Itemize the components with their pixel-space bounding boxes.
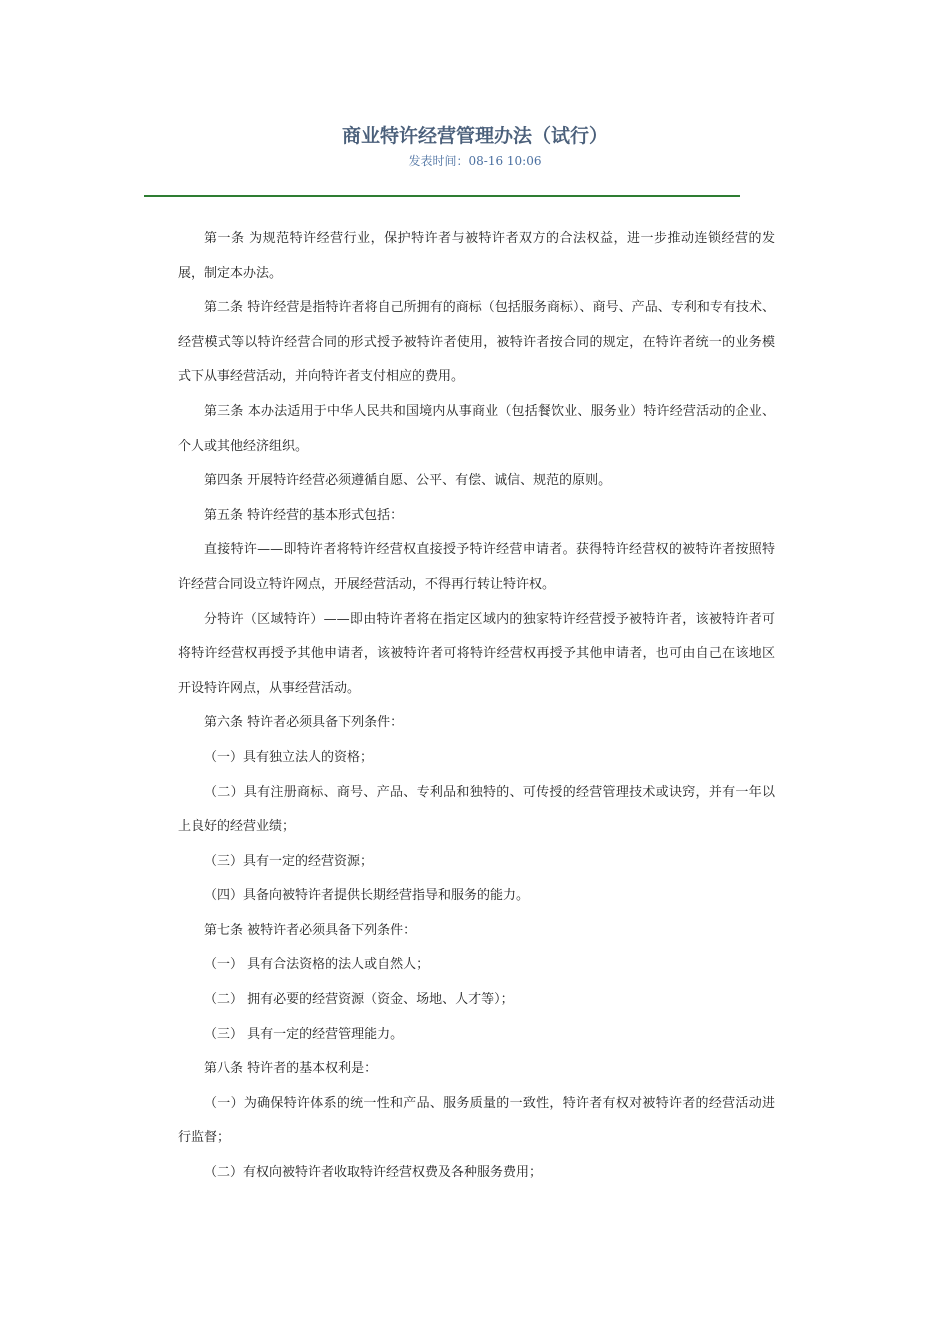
article-8-item-2: （二）有权向被特许者收取特许经营权费及各种服务费用； [204,1165,543,1181]
article-8: 第八条 特许者的基本权利是： [204,1061,378,1077]
article-5-direct-franchise: 直接特许——即特许者将特许经营权直接授予特许经营申请者。获得特许经营权的被特许者按照特许经营合同设立特许网点，开展经营活动，不得再行转让特许权。 [178,542,775,592]
article-6-item-3: （三）具有一定的经营资源； [204,853,374,869]
title-divider [144,195,740,197]
article-3: 第三条 本办法适用于中华人民共和国境内从事商业（包括餐饮业、服务业）特许经营活动的企业、个人或其他经济组织。 [178,403,775,454]
article-6-item-4: （四）具备向被特许者提供长期经营指导和服务的能力。 [204,888,530,904]
article-1: 第一条 为规范特许经营行业，保护特许者与被特许者双方的合法权益，进一步推动连锁经营的发展，制定本办法。 [178,231,775,281]
article-8-item-1: （一）为确保特许体系的统一性和产品、服务质量的一致性，特许者有权对被特许者的经营活动进行监督； [178,1095,775,1146]
publish-time: 发表时间：08-16 10:06 [408,154,542,168]
article-7-item-1: （一） 具有合法资格的法人或自然人； [204,957,430,973]
article-7-item-2: （二） 拥有必要的经营资源（资金、场地、人才等）； [204,992,514,1008]
article-body [178,222,775,1191]
page-title: 商业特许经营管理办法（试行） [341,125,608,147]
article-4: 第四条 开展特许经营必须遵循自愿、公平、有偿、诚信、规范的原则。 [204,473,612,489]
article-7: 第七条 被特许者必须具备下列条件： [204,922,417,938]
article-6: 第六条 特许者必须具备下列条件： [204,715,404,731]
article-6-item-2: （二）具有注册商标、商号、产品、专利品和独特的、可传授的经营管理技术或诀窍，并有一年以上良好的经营业绩； [178,784,775,835]
article-6-item-1: （一）具有独立法人的资格； [204,749,374,765]
article-2: 第二条 特许经营是指特许者将自己所拥有的商标（包括服务商标）、商号、产品、专利和专有技术、经营模式等以特许经营合同的形式授予被特许者使用，被特许者按合同的规定，在特许者统一的业务模式下从事经营活动，并向特许者支付相应的费用。 [178,300,775,385]
article-5: 第五条 特许经营的基本形式包括： [204,507,404,523]
article-7-item-3: （三） 具有一定的经营管理能力。 [204,1026,404,1042]
article-5-sub-franchise: 分特许（区域特许）——即由特许者将在指定区域内的独家特许经营授予被特许者，该被特许者可将特许经营权再授予其他申请者，该被特许者可将特许经营权再授予其他申请者，也可由自己在该地区开设特许网点，从事经营活动。 [178,611,775,696]
